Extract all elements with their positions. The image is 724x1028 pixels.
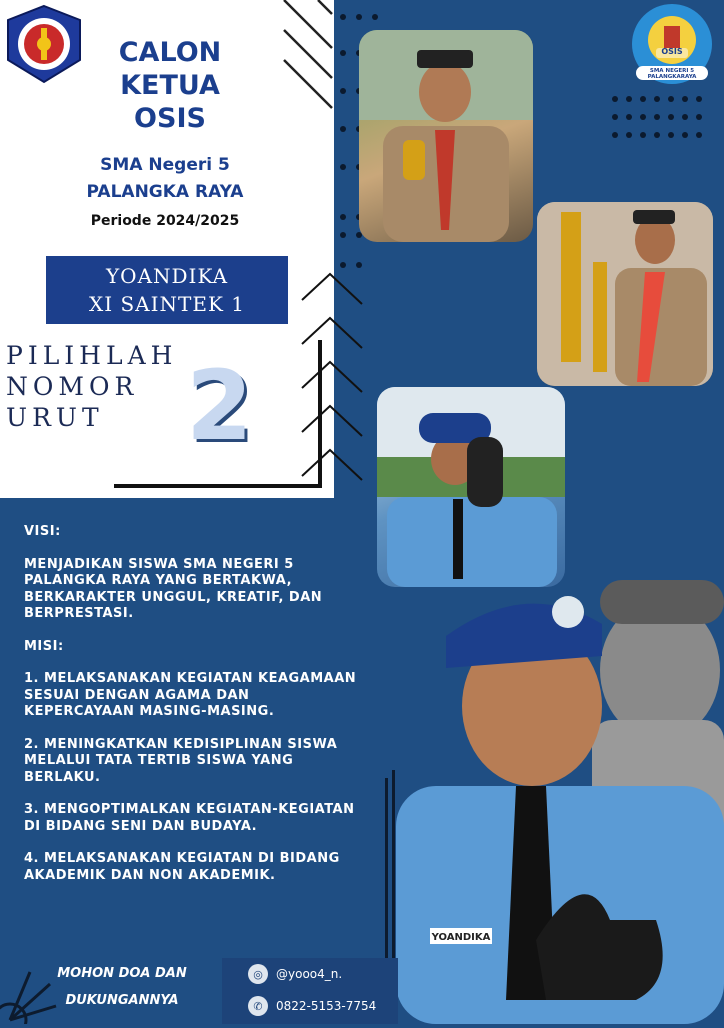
- vision-mission: [24, 524, 364, 900]
- closing-line: DUKUNGANNYA: [65, 993, 179, 1008]
- phone-icon: ✆: [248, 996, 268, 1016]
- trophy-photo: [537, 202, 713, 386]
- frame-line: [318, 340, 322, 488]
- title-line: KETUA: [120, 70, 220, 101]
- instagram-icon: ◎: [248, 964, 268, 984]
- phone-contact[interactable]: [248, 996, 376, 1016]
- candidate-portrait: [396, 560, 724, 1024]
- scout-photo: [359, 30, 533, 242]
- mission-heading: MISI:: [24, 638, 64, 654]
- period-text: Periode 2024/2025: [90, 213, 240, 229]
- choose-number-label: [6, 340, 177, 433]
- candidate-class: XI SAINTEK 1: [88, 292, 245, 316]
- page-title: [90, 36, 250, 135]
- mission-item: 1. MELAKSANAKAN KEGIATAN KEAGAMAAN SESUAI DENGAN AGAMA DAN KEPERCAYAAN MASING-MASING.: [24, 671, 357, 719]
- vision-text: MENJADIKAN SISWA SMA NEGERI 5 PALANGKA RAYA YANG BERTAKWA, BERKARAKTER UNGGUL, KREATIF, DAN BERPRESTASI.: [24, 556, 323, 621]
- choose-line: NOMOR: [6, 372, 139, 401]
- phone-number: 0822-5153-7754: [276, 999, 377, 1013]
- title-line: OSIS: [134, 103, 206, 134]
- instagram-contact[interactable]: [248, 964, 342, 984]
- osis-logo-label: OSIS: [661, 47, 683, 56]
- contact-box: [222, 958, 398, 1024]
- closing-message: [42, 960, 202, 1014]
- vision-heading: VISI:: [24, 524, 61, 539]
- candidate-name: YOANDIKA: [105, 264, 229, 288]
- decorative-lines: [270, 0, 340, 120]
- mission-item: 4. MELAKSANAKAN KEGIATAN DI BIDANG AKADEMIK DAN NON AKADEMIK.: [24, 851, 340, 883]
- school-line: SMA Negeri 5: [100, 155, 230, 175]
- choose-line: URUT: [6, 403, 104, 432]
- candidate-name-box: [46, 256, 288, 324]
- salute-photo: [377, 387, 565, 587]
- school-logo: [4, 4, 84, 84]
- school-line: PALANGKA RAYA: [86, 182, 244, 202]
- instagram-handle: @yooo4_n.: [276, 967, 343, 981]
- mission-item: 3. MENGOPTIMALKAN KEGIATAN-KEGIATAN DI BIDANG SENI DAN BUDAYA.: [24, 802, 355, 834]
- title-line: CALON: [118, 37, 222, 68]
- osis-logo-caption: SMA NEGERI 5 PALANGKARAYA: [647, 68, 697, 80]
- name-tag: YOANDIKA: [431, 932, 491, 943]
- frame-line: [114, 484, 322, 488]
- dot-grid-right: [612, 96, 712, 156]
- closing-line: MOHON DOA DAN: [57, 966, 187, 981]
- choose-line: PILIHLAH: [6, 341, 178, 370]
- mission-item: 2. MENINGKATKAN KEDISIPLINAN SISWA MELALUI TATA TERTIB SISWA YANG BERLAKU.: [24, 736, 338, 785]
- chevron-decoration: [292, 260, 372, 500]
- candidate-number: 2: [186, 350, 253, 462]
- school-name: [40, 152, 290, 206]
